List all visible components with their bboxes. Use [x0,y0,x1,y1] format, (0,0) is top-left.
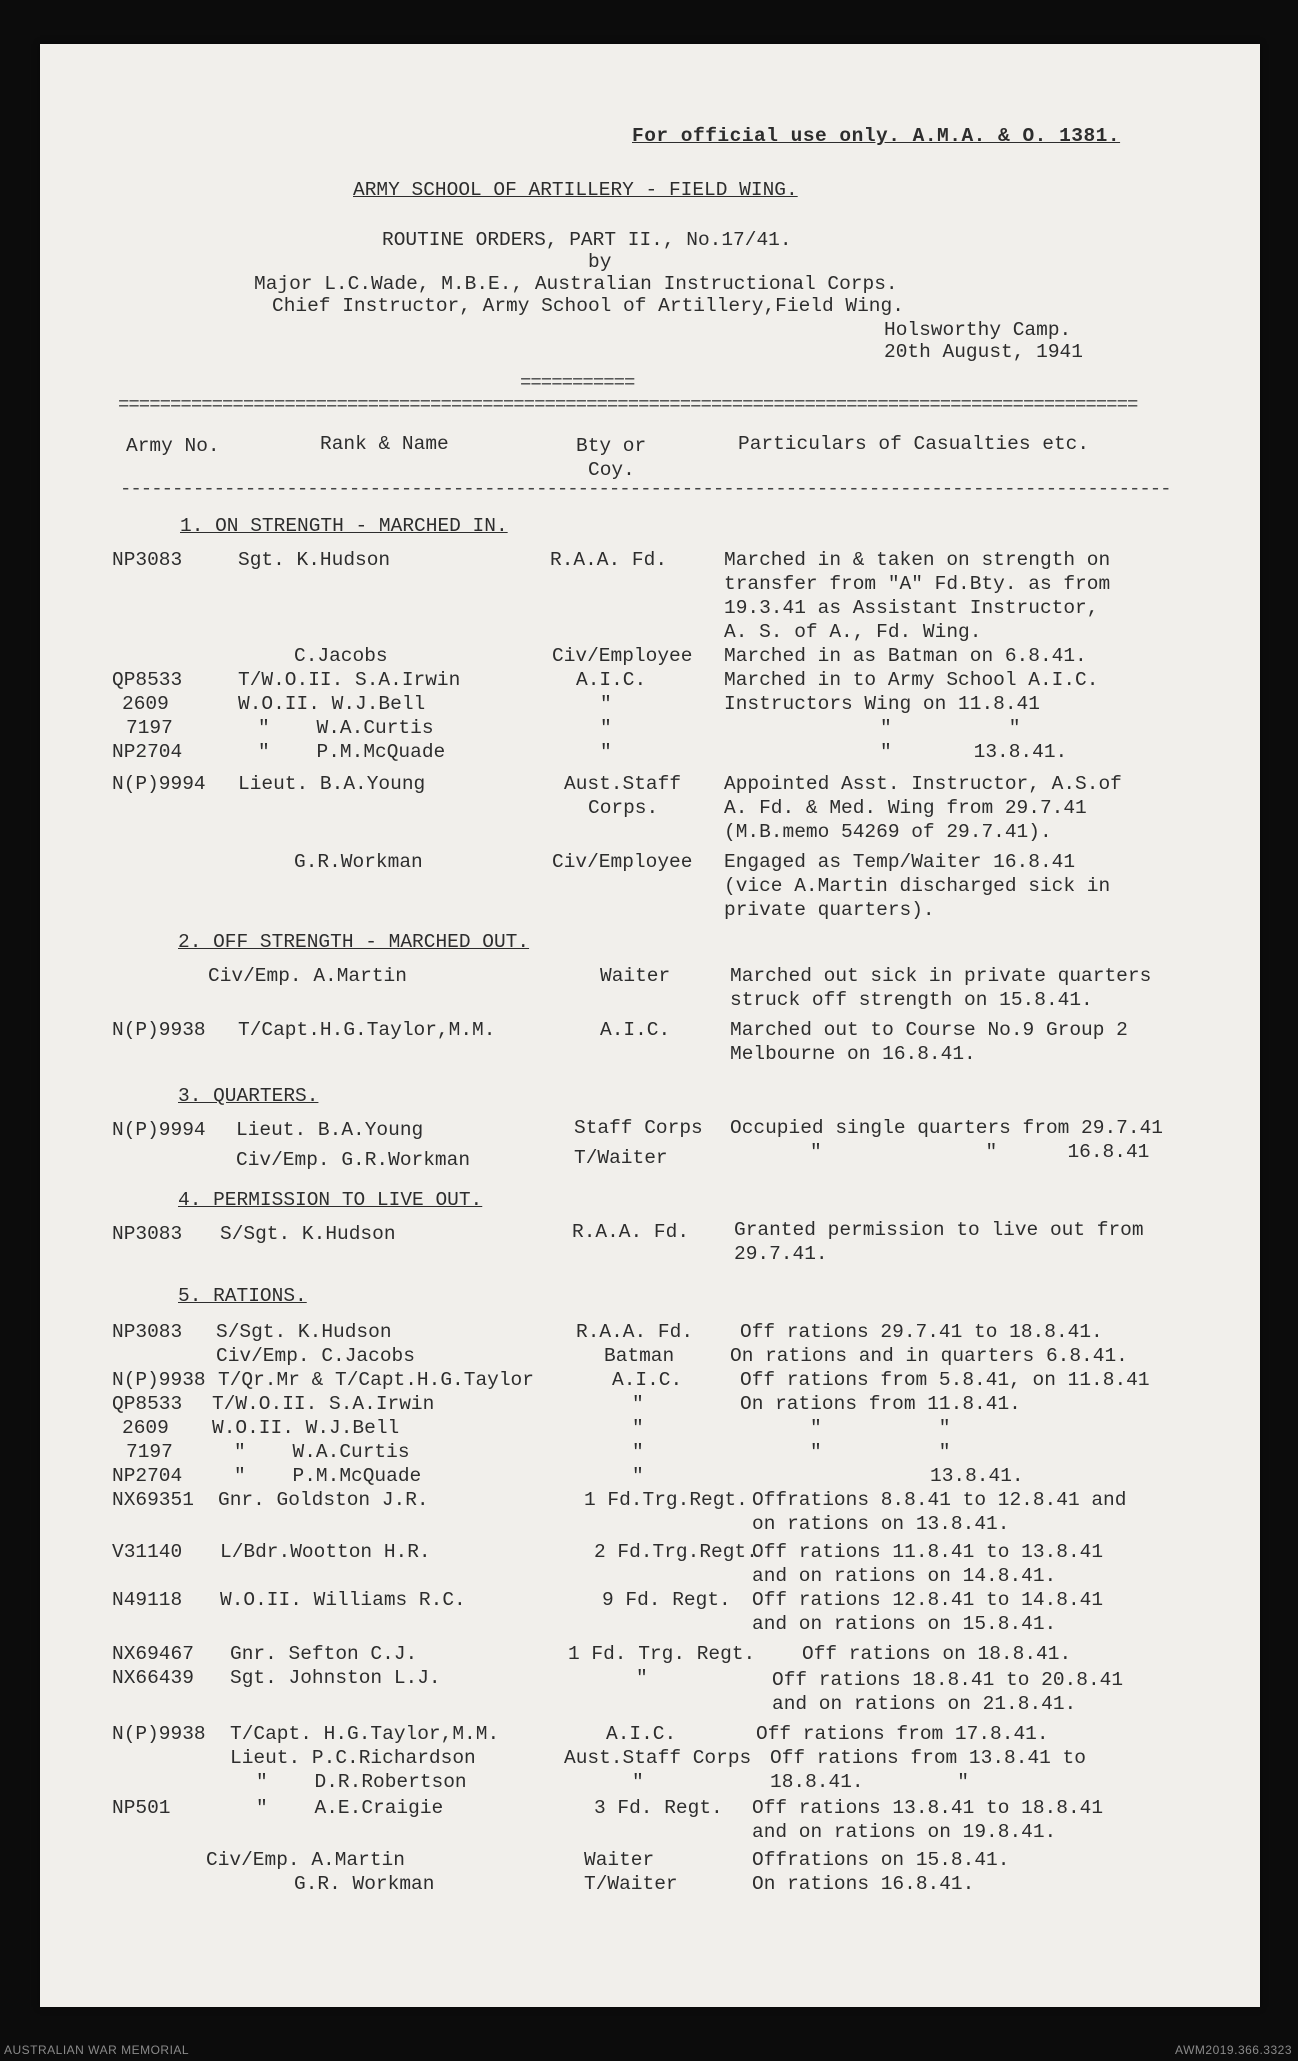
unit: Aust.Staff Corps [564,1747,752,1769]
col-particulars: Particulars of Casualties etc. [738,433,1090,455]
particulars: and on rations on 14.8.41. [752,1565,1057,1587]
rank-name: T/Capt.H.G.Taylor,M.M. [238,1019,496,1041]
unit: 3 Fd. Regt. [594,1797,723,1819]
particulars: Off rations from 5.8.41, on 11.8.41 [740,1369,1150,1391]
particulars: Off rations from 13.8.41 to [770,1747,1086,1769]
rank-name: " D.R.Robertson [256,1771,467,1793]
unit: " [600,741,612,763]
army-no: NP2704 [112,741,183,763]
particulars: (M.B.memo 54269 of 29.7.41). [724,821,1052,843]
rank-name: T/Qr.Mr & T/Capt.H.G.Taylor [218,1369,534,1391]
army-no: N(P)9994 [112,773,206,795]
particulars: Offrations 8.8.41 to 12.8.41 and [752,1489,1127,1511]
author-line: Major L.C.Wade, M.B.E., Australian Instructional Corps. [254,273,898,295]
unit: " [600,717,612,739]
unit: R.A.A. Fd. [576,1321,694,1343]
particulars: On rations 16.8.41. [752,1873,975,1895]
col-bty-1: Bty or [576,435,647,457]
date-line: 20th August, 1941 [884,341,1083,363]
rank-name: Lieut. B.A.Young [238,773,426,795]
rank-name: T/Capt. H.G.Taylor,M.M. [230,1723,500,1745]
role-line: Chief Instructor, Army School of Artillery,Field Wing. [272,295,904,317]
particulars: Offrations on 15.8.41. [752,1849,1010,1871]
particulars: Appointed Asst. Instructor, A.S.of [724,773,1122,795]
section-heading: 4. PERMISSION TO LIVE OUT. [178,1189,483,1211]
col-rank-name: Rank & Name [320,433,449,455]
army-no: N(P)9938 [112,1723,206,1745]
unit: R.A.A. Fd. [550,549,668,571]
unit: A.I.C. [600,1019,671,1041]
rank-name: Civ/Emp. A.Martin [206,1849,405,1871]
army-no: 7197 [126,1441,173,1463]
particulars: 29.7.41. [734,1243,828,1265]
particulars: and on rations on 21.8.41. [772,1693,1077,1715]
particulars: Marched in to Army School A.I.C. [724,669,1099,691]
particulars: Marched out to Course No.9 Group 2 [730,1019,1128,1041]
particulars: 19.3.41 as Assistant Instructor, [724,597,1099,619]
rank-name: Sgt. Johnston L.J. [230,1667,441,1689]
particulars: transfer from "A" Fd.Bty. as from [724,573,1111,595]
particulars: (vice A.Martin discharged sick in [724,875,1111,897]
rank-name: S/Sgt. K.Hudson [216,1321,392,1343]
by-line: by [588,251,612,273]
army-no: QP8533 [112,1393,183,1415]
document-page [40,44,1260,2007]
rank-name: Civ/Emp. C.Jacobs [216,1345,415,1367]
rank-name: " W.A.Curtis [258,717,434,739]
particulars: " " [810,1441,951,1463]
double-rule: ================================================================================================== [118,394,1138,416]
col-army-no: Army No. [126,435,220,457]
unit: A.I.C. [612,1369,683,1391]
rank-name: T/W.O.II. S.A.Irwin [238,669,461,691]
particulars: Marched out sick in private quarters [730,965,1152,987]
particulars: Off rations 12.8.41 to 14.8.41 [752,1589,1104,1611]
particulars: Granted permission to live out from [734,1219,1144,1241]
particulars: On rations from 11.8.41. [740,1393,1021,1415]
rank-name: Gnr. Goldston J.R. [218,1489,429,1511]
army-no: NX69351 [112,1489,194,1511]
archive-credit: AUSTRALIAN WAR MEMORIAL [4,2043,190,2057]
particulars: struck off strength on 15.8.41. [730,989,1093,1011]
unit: " [632,1417,644,1439]
particulars: Off rations 29.7.41 to 18.8.41. [740,1321,1103,1343]
rank-name: " W.A.Curtis [234,1441,410,1463]
school-title: ARMY SCHOOL OF ARTILLERY - FIELD WING. [353,179,798,201]
section-heading: 5. RATIONS. [178,1285,307,1307]
rank-name: G.R. Workman [294,1873,435,1895]
particulars: Off rations from 17.8.41. [756,1723,1049,1745]
unit: Waiter [584,1849,655,1871]
unit: " [632,1441,644,1463]
unit: A.I.C. [576,669,647,691]
rank-name: Civ/Emp. A.Martin [208,965,407,987]
rank-name: W.O.II. W.J.Bell [212,1417,400,1439]
rank-name: C.Jacobs [294,645,388,667]
particulars: Occupied single quarters from 29.7.41 [730,1117,1163,1139]
routine-orders-title: ROUTINE ORDERS, PART II., No.17/41. [382,229,792,251]
army-no: 2609 [122,1417,169,1439]
rank-name: W.O.II. W.J.Bell [238,693,426,715]
place-line: Holsworthy Camp. [884,319,1072,341]
particulars: 18.8.41. " [770,1771,969,1793]
dashed-rule: ----------------------------------------------------------------------------------------------------- [120,478,1171,500]
unit: " [632,1393,644,1415]
rank-name: S/Sgt. K.Hudson [220,1223,396,1245]
particulars: Off rations 11.8.41 to 13.8.41 [752,1541,1104,1563]
army-no: 2609 [122,693,169,715]
section-heading: 1. ON STRENGTH - MARCHED IN. [180,515,508,537]
col-bty-2: Coy. [588,459,635,481]
particulars: Marched in & taken on strength on [724,549,1111,571]
army-no: 7197 [126,717,173,739]
unit: Waiter [600,965,671,987]
unit: Civ/Employee [552,851,693,873]
rank-name: Gnr. Sefton C.J. [230,1643,418,1665]
army-no: NP3083 [112,1223,183,1245]
unit: 2 Fd.Trg.Regt. [594,1541,758,1563]
particulars: Off rations 18.8.41 to 20.8.41 [772,1669,1124,1691]
rank-name: T/W.O.II. S.A.Irwin [212,1393,435,1415]
unit: Batman [604,1345,675,1367]
rank-name: " P.M.McQuade [258,741,446,763]
army-no: V31140 [112,1541,183,1563]
particulars: Off rations on 18.8.41. [802,1643,1072,1665]
army-no: NX66439 [112,1667,194,1689]
section-heading: 2. OFF STRENGTH - MARCHED OUT. [178,931,530,953]
army-no: NP501 [112,1797,171,1819]
unit: 1 Fd. Trg. Regt. [568,1643,756,1665]
unit: T/Waiter [584,1873,678,1895]
unit: Civ/Employee [552,645,693,667]
unit: A.I.C. [606,1723,677,1745]
unit: Staff Corps [574,1117,703,1139]
official-use-stamp: For official use only. A.M.A. & O. 1381. [632,125,1121,147]
particulars: Instructors Wing on 11.8.41 [724,693,1040,715]
particulars: private quarters). [724,899,935,921]
section-heading: 3. QUARTERS. [178,1085,319,1107]
particulars: " 13.8.41. [880,741,1068,763]
army-no: N49118 [112,1589,183,1611]
unit: " [632,1465,644,1487]
short-rule: =========== [520,372,635,394]
particulars: Melbourne on 16.8.41. [730,1043,976,1065]
rank-name: W.O.II. Williams R.C. [220,1589,466,1611]
particulars: Off rations 13.8.41 to 18.8.41 [752,1797,1104,1819]
army-no: NP2704 [112,1465,183,1487]
army-no: N(P)9938 [112,1369,206,1391]
rank-name: Sgt. K.Hudson [238,549,391,571]
particulars: " " [810,1417,951,1439]
unit: T/Waiter [574,1147,668,1169]
unit: R.A.A. Fd. [572,1221,690,1243]
particulars: Engaged as Temp/Waiter 16.8.41 [724,851,1076,873]
particulars: Marched in as Batman on 6.8.41. [724,645,1087,667]
army-no: NX69467 [112,1643,194,1665]
rank-name: Civ/Emp. G.R.Workman [236,1149,471,1171]
rank-name: Lieut. P.C.Richardson [230,1747,476,1769]
unit: Aust.Staff [564,773,682,795]
particulars: and on rations on 15.8.41. [752,1613,1057,1635]
particulars: On rations and in quarters 6.8.41. [730,1345,1128,1367]
particulars: on rations on 13.8.41. [752,1513,1010,1535]
rank-name: L/Bdr.Wootton H.R. [220,1541,431,1563]
rank-name: Lieut. B.A.Young [236,1119,424,1141]
particulars: 13.8.41. [930,1465,1024,1487]
particulars: " " [880,717,1021,739]
unit: " [600,693,612,715]
particulars: " " 16.8.41 [810,1141,1150,1163]
particulars: A. Fd. & Med. Wing from 29.7.41 [724,797,1087,819]
unit: " [632,1771,644,1793]
particulars: and on rations on 19.8.41. [752,1821,1057,1843]
army-no: N(P)9938 [112,1019,206,1041]
rank-name: G.R.Workman [294,851,423,873]
army-no: N(P)9994 [112,1119,206,1141]
unit: 1 Fd.Trg.Regt. [584,1489,748,1511]
army-no: NP3083 [112,1321,183,1343]
army-no: QP8533 [112,669,183,691]
unit-line-2: Corps. [588,797,659,819]
rank-name: " A.E.Craigie [256,1797,444,1819]
archive-reference: AWM2019.366.3323 [1175,2043,1292,2057]
unit: 9 Fd. Regt. [602,1589,731,1611]
army-no: NP3083 [112,549,183,571]
rank-name: " P.M.McQuade [234,1465,422,1487]
unit: " [636,1667,648,1689]
particulars: A. S. of A., Fd. Wing. [724,621,982,643]
